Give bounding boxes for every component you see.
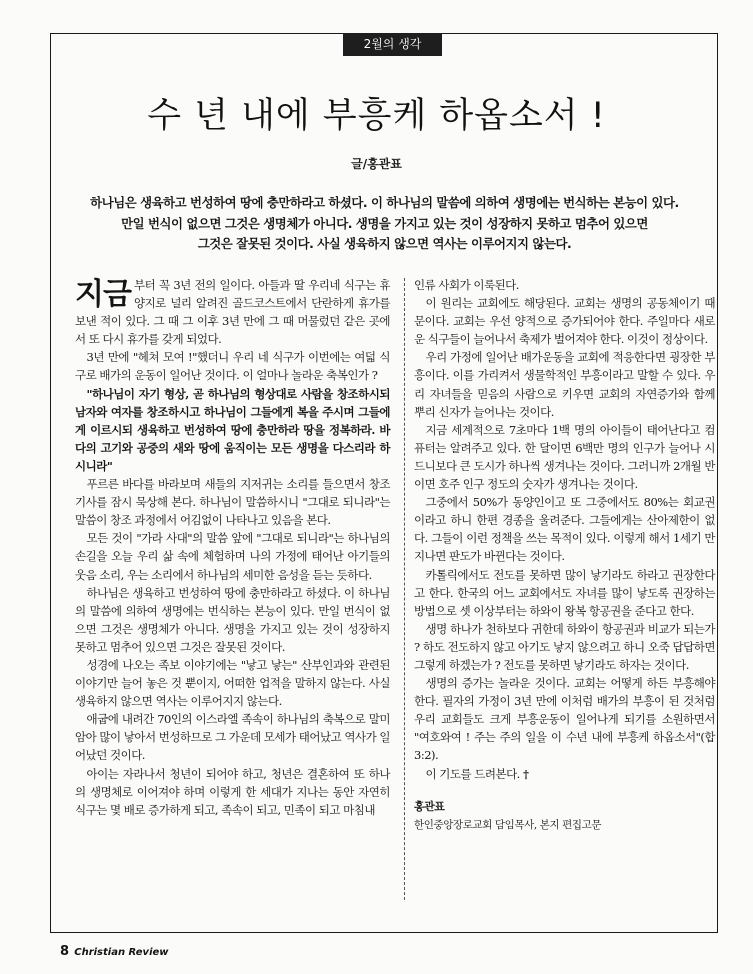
body-paragraph: 하나님은 생육하고 번성하여 땅에 충만하라고 하셨다. 이 하나님의 말씀에 의하여 생명에는 번식하는 본능이 있다. 만일 번식이 없으면 그것은 생명체가 아니다. 생명을 가지고 있는 것이 성장하지 못하고 멈추어 있으면 그것은 잘못된 것이다. [75, 585, 390, 654]
column-divider [404, 278, 405, 900]
body-paragraph: 카톨릭에서도 전도를 못하면 많이 낳기라도 하라고 권장한다고 한다. 한국의 어느 교회에서도 자녀를 많이 낳도록 권장하는 방법으로 셋 이상부터는 하와이 왕복 항공권을 준다고 한다. [414, 567, 715, 618]
lead-line: 만일 번식이 없으면 그것은 생명체가 아니다. 생명을 가지고 있는 것이 성장하지 못하고 멈추어 있으면 [121, 215, 648, 231]
lead-line: 그것은 잘못된 것이다. 사실 생육하지 않으면 역사는 이루어지지 않는다. [197, 236, 572, 251]
author-name: 홍관표 [414, 799, 445, 813]
article-title: 수 년 내에 부흥케 하옵소서 ! [147, 96, 606, 136]
cross-icon: † [523, 766, 529, 781]
body-paragraph: 생명의 증가는 놀라운 것이다. 교회는 어떻게 하든 부흥해야 한다. 필자의 가정이 3년 만에 이처럼 배가의 부흥이 된 것처럼 우리 교회들도 크게 부흥운동이 일어나게 되기를 소원하면서 "여호와여 ! 주는 주의 일을 이 수년 내에 부흥케 하옵소서"(합3:2). [414, 676, 715, 763]
section-label: 2월의 생각 [343, 33, 442, 56]
closing-paragraph: 이 기도를 드려본다. † [425, 766, 529, 781]
author-description: 한인중앙장로교회 담임목사, 본지 편집고문 [414, 818, 602, 831]
page-number: 8 [60, 944, 70, 959]
body-paragraph: 아이는 자라나서 청년이 되어야 하고, 청년은 결혼하여 또 하나의 생명체로 이어져야 하며 이렇게 한 세대가 지나는 동안 자연히 식구는 몇 배로 증가하게 되고, 족속이 되고, 민족이 되고 마침내 [75, 766, 390, 817]
drop-cap: 지금 [75, 277, 131, 312]
body-paragraph: 성경에 나오는 족보 이야기에는 "낳고 낳는" 산부인과와 관련된 이야기만 늘어 놓은 것 뿐이지, 어떠한 업적을 말하지 않는다. 사실 생육하지 않으면 역사는 이루어지지 않는다. [75, 657, 390, 709]
body-paragraph: 우리 가정에 일어난 배가운동을 교회에 적응한다면 굉장한 부흥이다. 이를 가리켜서 생물학적인 부흥이라고 말할 수 있다. 우리 자녀들을 믿음의 사람으로 키우면 교회의 자연증가와 함께 뿌리 신자가 늘어나는 것이다. [414, 350, 715, 419]
byline: 글/홍관표 [351, 157, 402, 171]
lead-paragraph [68, 193, 701, 255]
body-paragraph: 인류 사회가 이룩된다. [414, 278, 519, 292]
lead-line: 하나님은 생육하고 번성하여 땅에 충만하라고 하셨다. 이 하나님의 말씀에 의하여 생명에는 번식하는 본능이 있다. [90, 195, 679, 210]
page-footer [60, 944, 169, 959]
body-paragraph: 애굽에 내려간 70인의 이스라엘 족속이 하나님의 축복으로 말미암아 많이 낳아서 번성하므로 그 가운데 모세가 태어났고 역사가 일어났던 것이다. [75, 712, 390, 763]
body-paragraph: 지금 세계적으로 7초마다 1백 명의 아이들이 태어난다고 컴퓨터는 알려주고 있다. 한 달이면 6백만 명의 인구가 늘어나 시드니보다 큰 도시가 하나씩 생겨나는 것이다. 그러니까 2개월 반이면 호주 인구 정도의 숫자가 생겨나는 것이다. [414, 422, 715, 492]
body-paragraph: 생명 하나가 천하보다 귀한데 하와이 항공권과 비교가 되는가 ? 하도 전도하지 않고 아기도 낳지 않으려고 하니 오죽 답답하면 그렇게 하겠는가 ? 전도를 못하면 낳기라도 하자는 것이다. [414, 621, 715, 672]
body-paragraph: 모든 것이 "가라 사대"의 말씀 앞에 "그대로 되니라"는 하나님의 손길을 오늘 우리 삶 속에 체험하며 나의 가정에 태어난 아기들의 웃음 소리, 우는 소리에서 하나님의 세미한 음성을 듣는 듯하다. [75, 531, 390, 582]
body-paragraph: 그중에서 50%가 동양인이고 또 그중에서도 80%는 회교권이라고 하니 한편 경종을 울려준다. 그들에게는 산아제한이 없다. 그들이 이런 정책을 쓰는 목적이 있다. 이렇게 해서 1세기 만 지나면 판도가 바뀐다는 것이다. [414, 495, 715, 564]
body-paragraph: 이 원리는 교회에도 해당된다. 교회는 생명의 공동체이기 때문이다. 교회는 우선 양적으로 증가되어야 한다. 주일마다 새로운 식구들이 늘어나서 축제가 벌어져야 한다. 이것이 정상이다. [414, 296, 715, 347]
right-column [414, 276, 715, 834]
body-paragraph: 3년 만에 "헤쳐 모여 !"했더니 우리 네 식구가 이번에는 여덟 식구로 배가의 운동이 일어난 것이다. 이 얼마나 놀라운 축복인가 ? [75, 350, 390, 383]
body-paragraph: 지금 부터 꼭 3년 전의 일이다. 아들과 딸 우리네 식구는 휴양지로 널리 알려진 골드코스트에서 단란하게 휴가를 보낸 적이 있다. 그 때 그 이후 3년 만에 그 때 머물렀던 같은 곳에서 또 다시 휴가를 갖게 되었다. [75, 277, 390, 347]
scripture-quote: "하나님이 자기 형상, 곧 하나님의 형상대로 사람을 창조하시되 남자와 여자를 창조하시고 하나님이 그들에게 복을 주시며 그들에게 이르시되 생육하고 번성하여 땅에 충만하라 땅을 정복하라. 바다의 고기와 공중의 새와 땅에 움직이는 모든 생명을 다스리라 하시니라" [75, 386, 390, 473]
body-paragraph: 푸르른 바다를 바라보며 새들의 지저귀는 소리를 들으면서 창조 기사를 잠시 묵상해 본다. 하나님이 말씀하시니 "그대로 되니라"는 말씀이 창조 과정에서 어김없이 나타나고 있음을 본다. [75, 477, 390, 528]
magazine-name: Christian Review [74, 947, 169, 958]
left-column [75, 276, 390, 819]
